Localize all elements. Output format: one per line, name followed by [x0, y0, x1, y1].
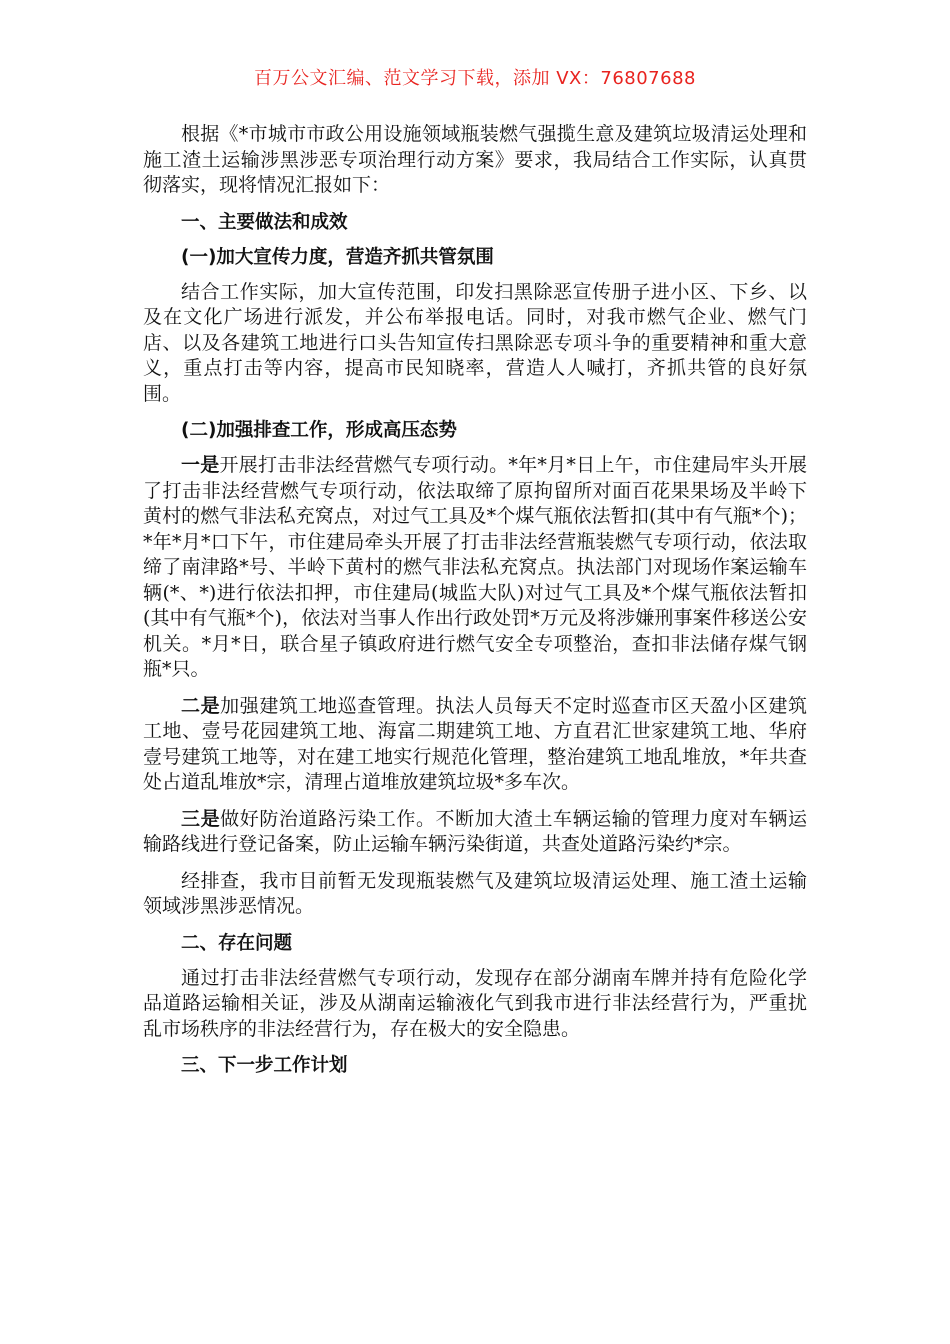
point-2-lead: 二是 [181, 694, 221, 717]
section-2-heading: 二、存在问题 [181, 932, 293, 954]
intro-paragraph: 根据《*市城市市政公用设施领域瓶装燃气强揽生意及建筑垃圾清运处理和施工渣土运输涉黑涉恶专项治理行动方案》要求，我局结合工作实际，认真贯彻落实，现将情况汇报如下： [143, 123, 807, 196]
point-2-text: 加强建筑工地巡查管理。执法人员每天不定时巡查市区天盈小区建筑工地、壹号花园建筑工地、海富二期建筑工地、方直君汇世家建筑工地、华府壹号建筑工地等，对在建工地实行规范化管理，整治建筑工地乱堆放，*年共查处占道乱堆放*宗，清理占道堆放建筑垃圾*多车次。 [143, 694, 807, 793]
header-banner: 百万公文汇编、范文学习下载，添加 VX：76807688 [254, 68, 696, 89]
subsection-1-heading: (一)加大宣传力度，营造齐抓共管氛围 [181, 246, 494, 268]
conclusion-paragraph: 经排查，我市目前暂无发现瓶装燃气及建筑垃圾清运处理、施工渣土运输领域涉黑涉恶情况。 [143, 869, 807, 917]
section-2-paragraph: 通过打击非法经营燃气专项行动，发现存在部分湖南车牌并持有危险化学品道路运输相关证，涉及从湖南运输液化气到我市进行非法经营行为，严重扰乱市场秩序的非法经营行为，存在极大的安全隐患。 [143, 966, 807, 1040]
document-body [143, 122, 807, 1088]
point-3-lead: 三是 [181, 807, 221, 830]
point-1-paragraph [143, 453, 807, 683]
point-1-text: 开展打击非法经营燃气专项行动。*年*月*日上午，市住建局牢头开展了打击非法经营燃气专项行动，依法取缔了原拘留所对面百花果果场及半岭下黄村的燃气非法私充窝点，对过气工具及*个煤气瓶依法暂扣(其中有气瓶*个)；*年*月*口下午，市住建局牵头开展了打击非法经营瓶装燃气专项行动，依法取缔了南津路*号、半岭下黄村的燃气非法私充窝点。执法部门对现场作案运输车辆(*、*)进行依法扣押，市住建局(城监大队)对过气工具及*个煤气瓶依法暂扣(其中有气瓶*个)，依法对当事人作出行政处罚*万元及将涉嫌刑事案件移送公安机关。*月*日，联合星子镇政府进行燃气安全专项整治，查扣非法储存煤气钢瓶*只。 [143, 454, 807, 680]
subsection-2-heading: (二)加强排查工作，形成高压态势 [181, 420, 457, 441]
section-3-heading: 三、下一步工作计划 [181, 1055, 348, 1076]
point-3-paragraph [143, 807, 807, 858]
point-2-paragraph [143, 694, 807, 796]
subsection-1-paragraph: 结合工作实际，加大宣传范围，印发扫黑除恶宣传册子进小区、下乡、以及在文化广场进行派发，并公布举报电话。同时，对我市燃气企业、燃气门店、以及各建筑工地进行口头告知宣传扫黑除恶专项斗争的重要精神和重大意义，重点打击等内容，提高市民知晓率，营造人人喊打，齐抓共管的良好氛围。 [143, 280, 807, 405]
section-1-heading: 一、主要做法和成效 [181, 211, 348, 233]
point-3-text: 做好防治道路污染工作。不断加大渣土车辆运输的管理力度对车辆运输路线进行登记备案，防止运输车辆污染街道，共查处道路污染约*宗。 [143, 807, 807, 855]
point-1-lead: 一是 [181, 454, 220, 476]
